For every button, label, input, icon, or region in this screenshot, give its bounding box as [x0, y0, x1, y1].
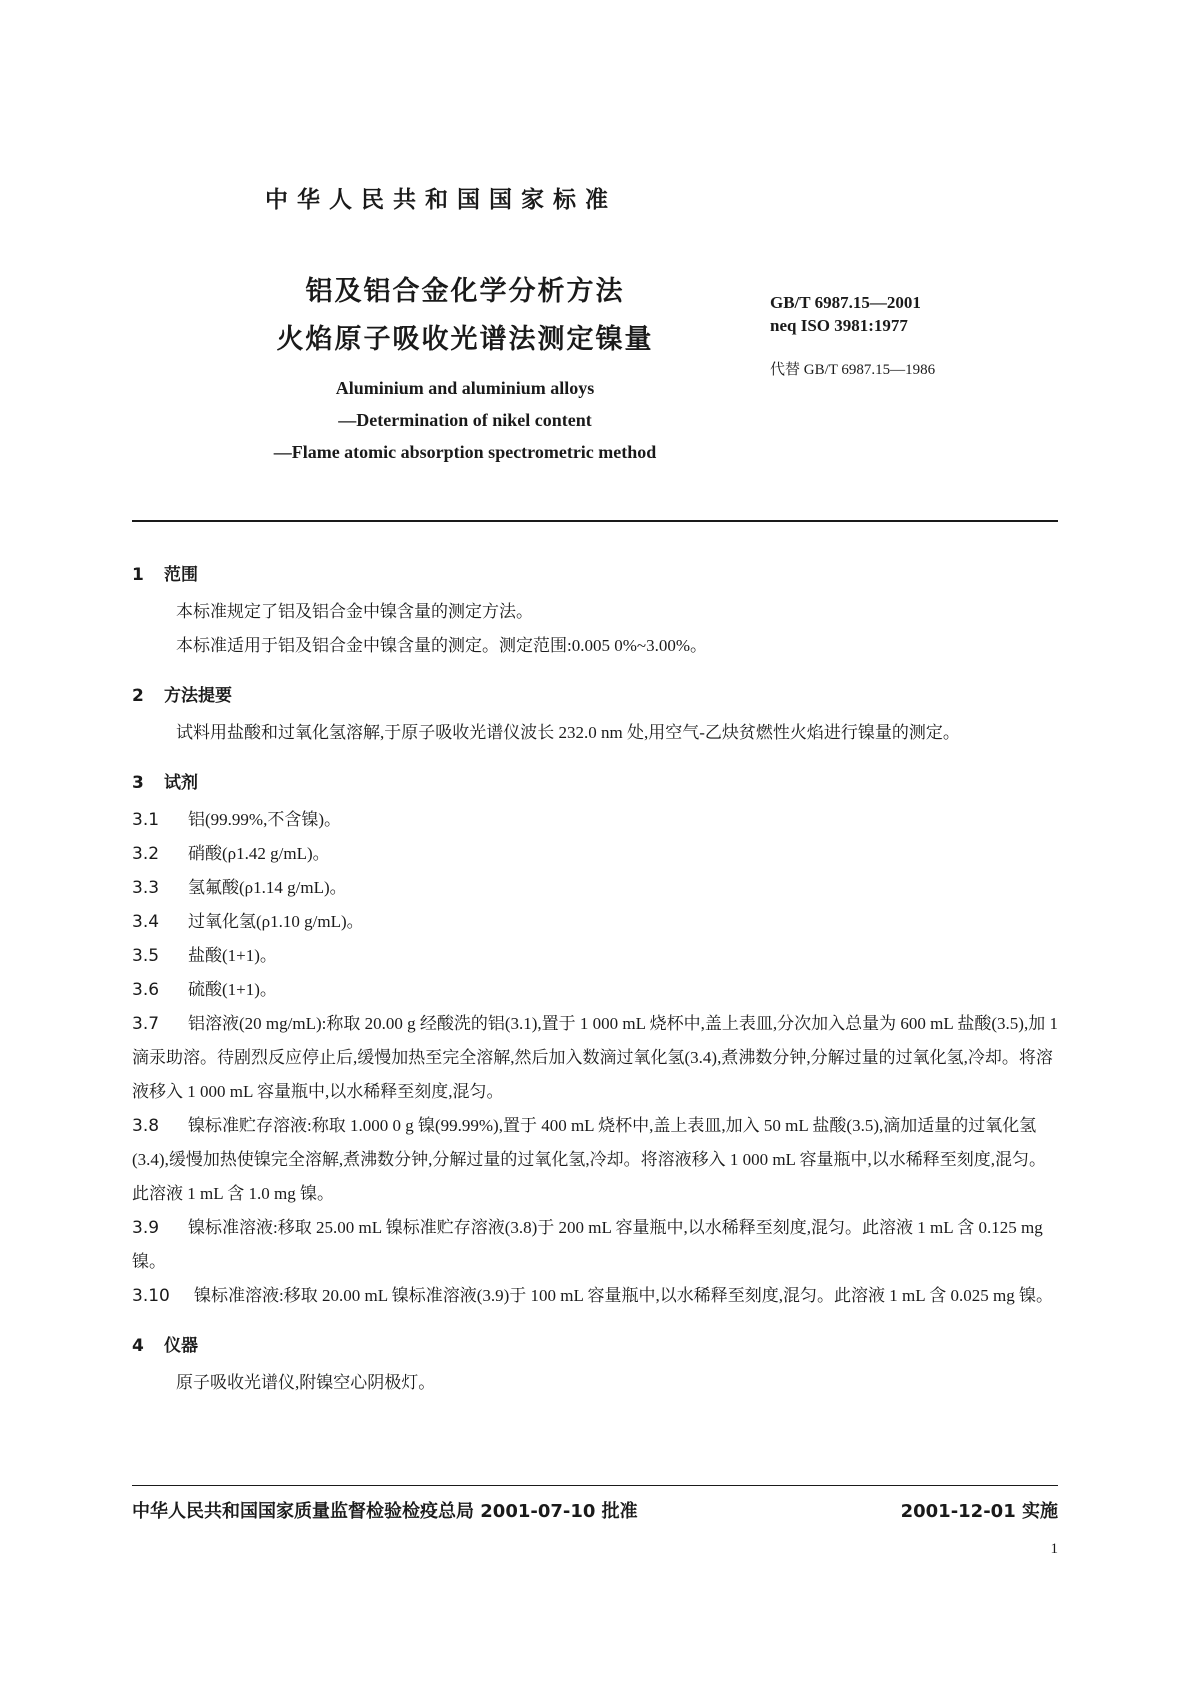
national-standard-label: 中华人民共和国国家标准 — [265, 187, 617, 213]
section-title: 试剂 — [164, 773, 198, 793]
footer-divider — [132, 1485, 1058, 1486]
section-title: 方法提要 — [164, 686, 232, 706]
implementation-date: 2001-12-01 实施 — [900, 1501, 1058, 1522]
item-number: 3.10 — [132, 1286, 170, 1306]
list-item — [132, 973, 1058, 1007]
paragraph: 本标准适用于铝及铝合金中镍含量的测定。测定范围:0.005 0%~3.00%。 — [176, 636, 707, 655]
item-text: 镍标准溶液:移取 25.00 mL 镍标准贮存溶液(3.8)于 200 mL 容量瓶中,以水稀释至刻度,混匀。此溶液 1 mL 含 0.125 mg 镍。 — [132, 1218, 1043, 1271]
list-item — [132, 939, 1058, 973]
paragraph: 原子吸收光谱仪,附镍空心阴极灯。 — [176, 1373, 436, 1392]
section-heading — [132, 1331, 1058, 1356]
section-number: 4 — [132, 1336, 144, 1356]
standard-number: GB/T 6987.15—2001 — [770, 293, 921, 312]
item-text: 硫酸(1+1)。 — [188, 980, 277, 999]
section-number: 1 — [132, 565, 144, 585]
item-number: 3.7 — [132, 1014, 160, 1034]
section-title: 仪器 — [164, 1336, 198, 1356]
item-number: 3.5 — [132, 946, 160, 966]
list-item — [132, 871, 1058, 905]
item-number: 3.9 — [132, 1218, 160, 1238]
item-text: 过氧化氢(ρ1.10 g/mL)。 — [188, 912, 364, 931]
section-method-summary — [132, 681, 1058, 750]
section-apparatus — [132, 1331, 1058, 1400]
item-number: 3.4 — [132, 912, 160, 932]
list-item — [132, 1211, 1058, 1279]
item-text: 镍标准溶液:移取 20.00 mL 镍标准溶液(3.9)于 100 mL 容量瓶中,以水稀释至刻度,混匀。此溶液 1 mL 含 0.025 mg 镍。 — [194, 1286, 1053, 1305]
page-number: 1 — [1050, 1541, 1058, 1557]
item-text: 镍标准贮存溶液:称取 1.000 0 g 镍(99.99%),置于 400 mL 烧杯中,盖上表皿,加入 50 mL 盐酸(3.5),滴加适量的过氧化氢(3.4),缓慢加热使镍完全溶解,煮沸数分钟,分解过量的过氧化氢,冷却。将溶液移入 1 000 mL 容量瓶中,以水稀释至刻度,混匀。此溶液 1 mL 含 1.0 mg 镍。 — [132, 1116, 1047, 1203]
title-cn-line2: 火焰原子吸收光谱法测定镍量 — [276, 324, 654, 355]
item-number: 3.3 — [132, 878, 160, 898]
section-scope — [132, 560, 1058, 663]
iso-reference: neq ISO 3981:1977 — [770, 316, 908, 335]
title-en-line1: Aluminium and aluminium alloys — [335, 378, 595, 398]
paragraph: 试料用盐酸和过氧化氢溶解,于原子吸收光谱仪波长 232.0 nm 处,用空气-乙炔贫燃性火焰进行镍量的测定。 — [176, 723, 960, 742]
item-text: 铝溶液(20 mg/mL):称取 20.00 g 经酸洗的铝(3.1),置于 1 000 mL 烧杯中,盖上表皿,分次加入总量为 600 mL 盐酸(3.5),加 1 滴汞助溶。待剧烈反应停止后,缓慢加热至完全溶解,然后加入数滴过氧化氢(3.4),煮沸数分钟,分解过量的过氧化氢,冷却。将溶液移入 1 000 mL 容量瓶中,以水稀释至刻度,混匀。 — [132, 1014, 1058, 1101]
item-text: 氢氟酸(ρ1.14 g/mL)。 — [188, 878, 347, 897]
item-number: 3.8 — [132, 1116, 160, 1136]
item-text: 硝酸(ρ1.42 g/mL)。 — [188, 844, 330, 863]
section-heading — [132, 681, 1058, 706]
item-number: 3.6 — [132, 980, 160, 1000]
title-en-line2: —Determination of nikel content — [338, 410, 592, 430]
title-cn-line1: 铝及铝合金化学分析方法 — [305, 276, 625, 307]
item-text: 铝(99.99%,不含镍)。 — [188, 810, 341, 829]
paragraph: 本标准规定了铝及铝合金中镍含量的测定方法。 — [176, 602, 533, 621]
section-number: 3 — [132, 773, 144, 793]
item-text: 盐酸(1+1)。 — [188, 946, 277, 965]
item-number: 3.2 — [132, 844, 160, 864]
section-reagents — [132, 768, 1058, 1313]
list-item — [132, 837, 1058, 871]
title-en-line3: —Flame atomic absorption spectrometric method — [273, 442, 657, 462]
list-item — [132, 1279, 1058, 1313]
list-item — [132, 803, 1058, 837]
item-number: 3.1 — [132, 810, 160, 830]
section-heading — [132, 560, 1058, 585]
list-item — [132, 1109, 1058, 1211]
list-item — [132, 905, 1058, 939]
approval-statement: 中华人民共和国国家质量监督检验检疫总局 2001-07-10 批准 — [132, 1501, 638, 1522]
section-heading — [132, 768, 1058, 793]
document-body — [132, 560, 1058, 1418]
list-item — [132, 1007, 1058, 1109]
replaces-standard: 代替 GB/T 6987.15—1986 — [770, 362, 936, 378]
section-number: 2 — [132, 686, 144, 706]
section-title: 范围 — [164, 565, 198, 585]
header-divider — [132, 520, 1058, 522]
